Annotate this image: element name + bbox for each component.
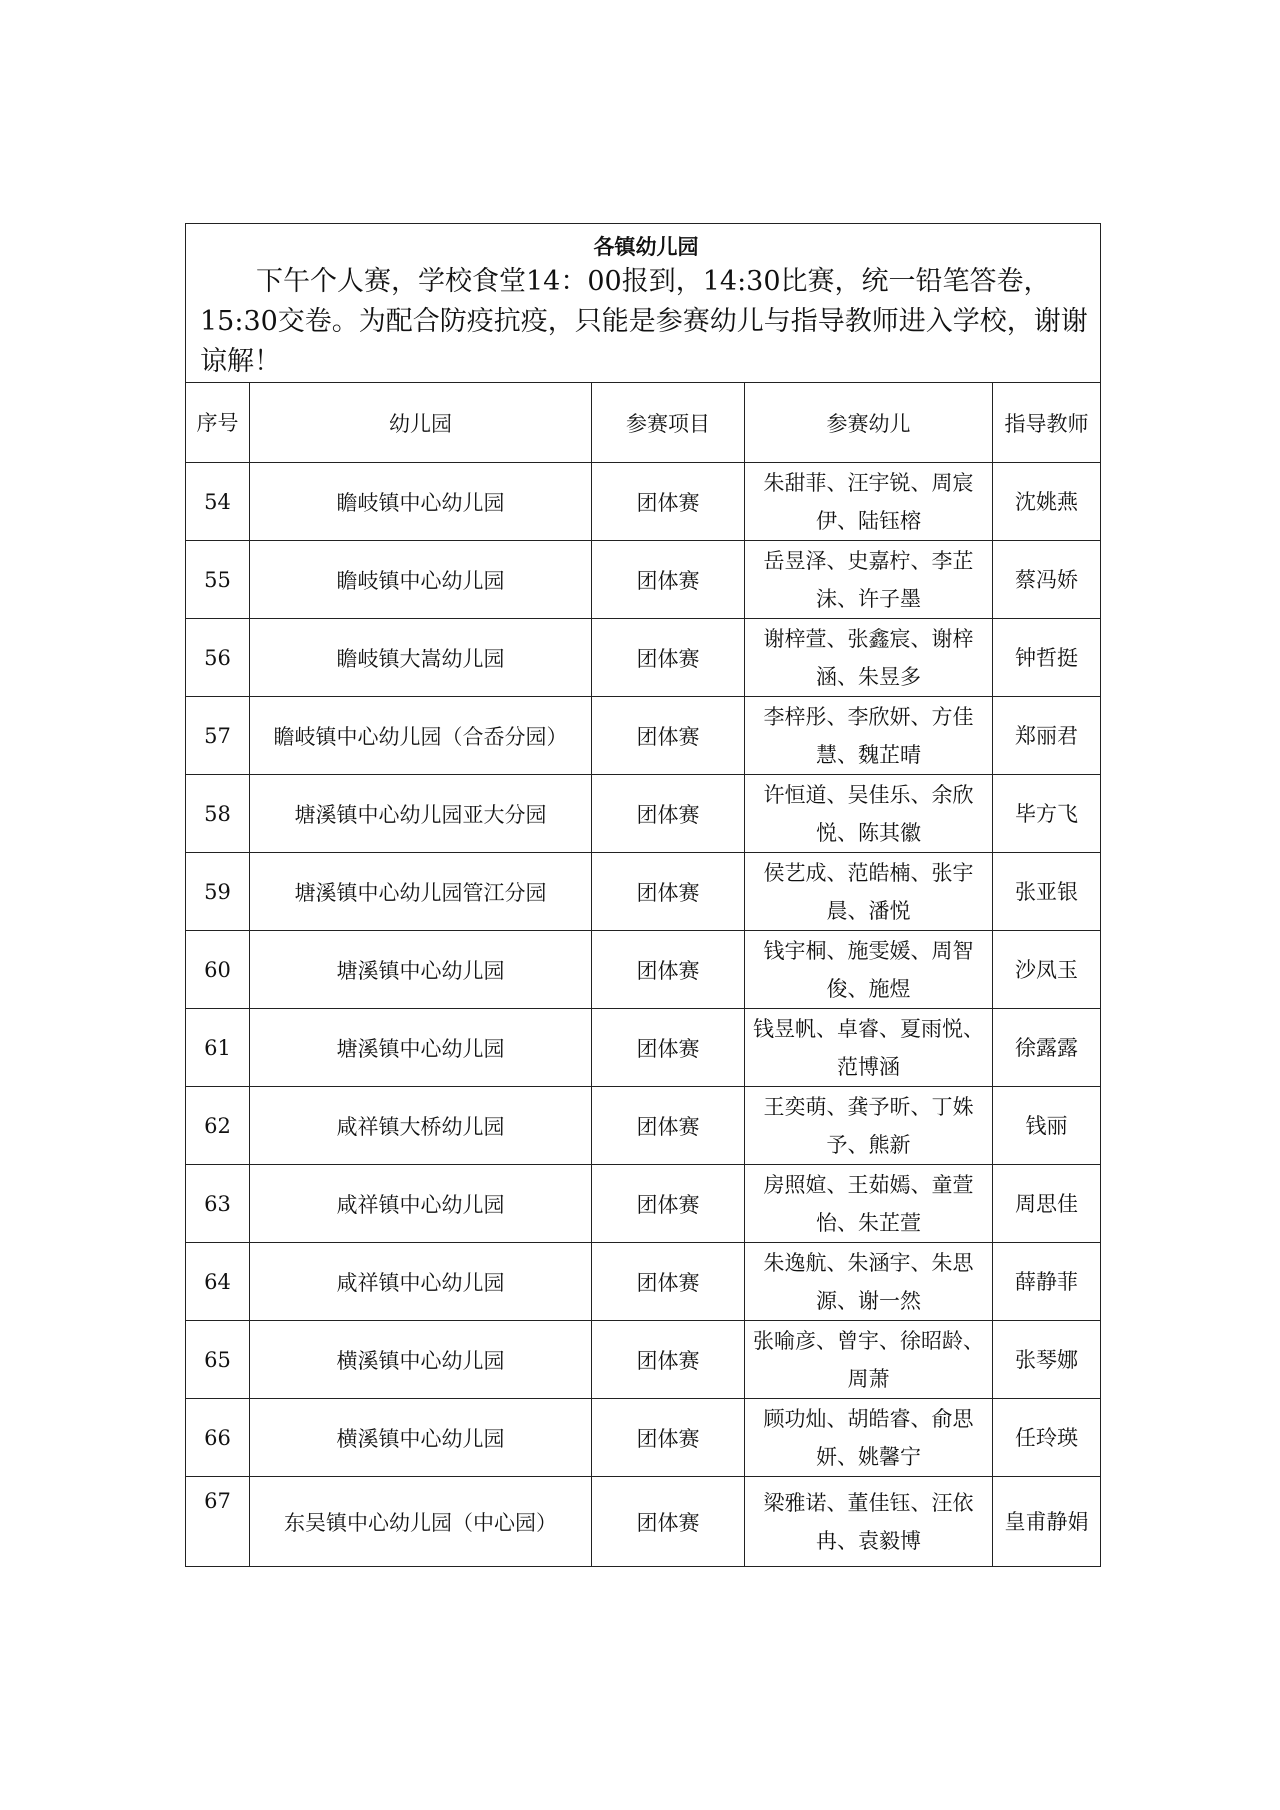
- participants: 王奕萌、龚予昕、丁姝予、熊新: [745, 1087, 993, 1165]
- event-type: 团体赛: [592, 775, 745, 853]
- table-row: [186, 1477, 1101, 1567]
- event-type: 团体赛: [592, 1009, 745, 1087]
- participants: 钱宇桐、施雯媛、周智俊、施煜: [745, 931, 993, 1009]
- row-number: 57: [186, 697, 250, 775]
- table-caption: [186, 224, 1101, 383]
- row-number: 66: [186, 1399, 250, 1477]
- column-header-num: 序号: [186, 383, 250, 463]
- school-name: 东吴镇中心幼儿园（中心园）: [250, 1477, 592, 1567]
- school-name: 咸祥镇中心幼儿园: [250, 1165, 592, 1243]
- table-row: [186, 541, 1101, 619]
- table-row: [186, 1243, 1101, 1321]
- table-row: [186, 697, 1101, 775]
- row-number: 67: [186, 1477, 250, 1567]
- row-number: 58: [186, 775, 250, 853]
- participants: 钱昱帆、卓睿、夏雨悦、范博涵: [745, 1009, 993, 1087]
- school-name: 瞻岐镇大嵩幼儿园: [250, 619, 592, 697]
- event-type: 团体赛: [592, 1165, 745, 1243]
- event-type: 团体赛: [592, 853, 745, 931]
- row-number: 56: [186, 619, 250, 697]
- table-row: [186, 853, 1101, 931]
- table-row: [186, 1165, 1101, 1243]
- event-type: 团体赛: [592, 1399, 745, 1477]
- participants: 房照媗、王茹嫣、童萱怡、朱芷萱: [745, 1165, 993, 1243]
- teacher-name: 沈姚燕: [993, 463, 1101, 541]
- table-row: [186, 619, 1101, 697]
- event-type: 团体赛: [592, 619, 745, 697]
- row-number: 62: [186, 1087, 250, 1165]
- teacher-name: 任玲瑛: [993, 1399, 1101, 1477]
- participants: 许恒道、吴佳乐、余欣悦、陈其徽: [745, 775, 993, 853]
- participants: 张喻彦、曾宇、徐昭龄、周萧: [745, 1321, 993, 1399]
- row-number: 64: [186, 1243, 250, 1321]
- teacher-name: 张亚银: [993, 853, 1101, 931]
- school-name: 塘溪镇中心幼儿园亚大分园: [250, 775, 592, 853]
- teacher-name: 张琴娜: [993, 1321, 1101, 1399]
- table-row: [186, 1087, 1101, 1165]
- table-row: [186, 1321, 1101, 1399]
- teacher-name: 毕方飞: [993, 775, 1101, 853]
- teacher-name: 钱丽: [993, 1087, 1101, 1165]
- column-header-event: 参赛项目: [592, 383, 745, 463]
- school-name: 瞻岐镇中心幼儿园: [250, 463, 592, 541]
- event-type: 团体赛: [592, 931, 745, 1009]
- school-name: 瞻岐镇中心幼儿园（合岙分园）: [250, 697, 592, 775]
- school-name: 咸祥镇中心幼儿园: [250, 1243, 592, 1321]
- table-row: [186, 775, 1101, 853]
- participants: 朱逸航、朱涵宇、朱思源、谢一然: [745, 1243, 993, 1321]
- school-name: 横溪镇中心幼儿园: [250, 1321, 592, 1399]
- column-header-school: 幼儿园: [250, 383, 592, 463]
- row-number: 55: [186, 541, 250, 619]
- teacher-name: 徐露露: [993, 1009, 1101, 1087]
- school-name: 塘溪镇中心幼儿园: [250, 931, 592, 1009]
- school-name: 塘溪镇中心幼儿园管江分园: [250, 853, 592, 931]
- participants: 顾功灿、胡皓睿、俞思妍、姚馨宁: [745, 1399, 993, 1477]
- school-name: 咸祥镇大桥幼儿园: [250, 1087, 592, 1165]
- participants: 梁雅诺、董佳钰、汪依冉、袁毅博: [745, 1477, 993, 1567]
- school-name: 瞻岐镇中心幼儿园: [250, 541, 592, 619]
- participants: 侯艺成、范皓楠、张宇晨、潘悦: [745, 853, 993, 931]
- teacher-name: 沙凤玉: [993, 931, 1101, 1009]
- school-name: 塘溪镇中心幼儿园: [250, 1009, 592, 1087]
- column-header-kids: 参赛幼儿: [745, 383, 993, 463]
- row-number: 60: [186, 931, 250, 1009]
- row-number: 65: [186, 1321, 250, 1399]
- column-header-teacher: 指导教师: [993, 383, 1101, 463]
- row-number: 61: [186, 1009, 250, 1087]
- teacher-name: 郑丽君: [993, 697, 1101, 775]
- event-type: 团体赛: [592, 1243, 745, 1321]
- event-type: 团体赛: [592, 541, 745, 619]
- row-number: 54: [186, 463, 250, 541]
- teacher-name: 薛静菲: [993, 1243, 1101, 1321]
- instructions-note: 下午个人赛，学校食堂14：00报到，14:30比赛，统一铅笔答卷，15:30交卷。为配合防疫抗疫，只能是参赛幼儿与指导教师进入学校，谢谢谅解！: [200, 266, 1088, 377]
- row-number: 63: [186, 1165, 250, 1243]
- teacher-name: 钟哲挺: [993, 619, 1101, 697]
- teacher-name: 周思佳: [993, 1165, 1101, 1243]
- event-type: 团体赛: [592, 1321, 745, 1399]
- participants: 岳昱泽、史嘉柠、李芷沫、许子墨: [745, 541, 993, 619]
- row-number: 59: [186, 853, 250, 931]
- participants: 李梓彤、李欣妍、方佳慧、魏芷晴: [745, 697, 993, 775]
- table-header-row: [186, 383, 1101, 463]
- table-row: [186, 1009, 1101, 1087]
- table-row: [186, 1399, 1101, 1477]
- school-name: 横溪镇中心幼儿园: [250, 1399, 592, 1477]
- table-row: [186, 931, 1101, 1009]
- event-type: 团体赛: [592, 697, 745, 775]
- teacher-name: 皇甫静娟: [993, 1477, 1101, 1567]
- event-type: 团体赛: [592, 1477, 745, 1567]
- roster-table: [185, 223, 1101, 1567]
- table-row: [186, 463, 1101, 541]
- participants: 朱甜菲、汪宇锐、周宸伊、陆钰榕: [745, 463, 993, 541]
- participants: 谢梓萱、张鑫宸、谢梓涵、朱昱多: [745, 619, 993, 697]
- event-type: 团体赛: [592, 463, 745, 541]
- teacher-name: 蔡冯娇: [993, 541, 1101, 619]
- page-title: 各镇幼儿园: [593, 235, 699, 259]
- event-type: 团体赛: [592, 1087, 745, 1165]
